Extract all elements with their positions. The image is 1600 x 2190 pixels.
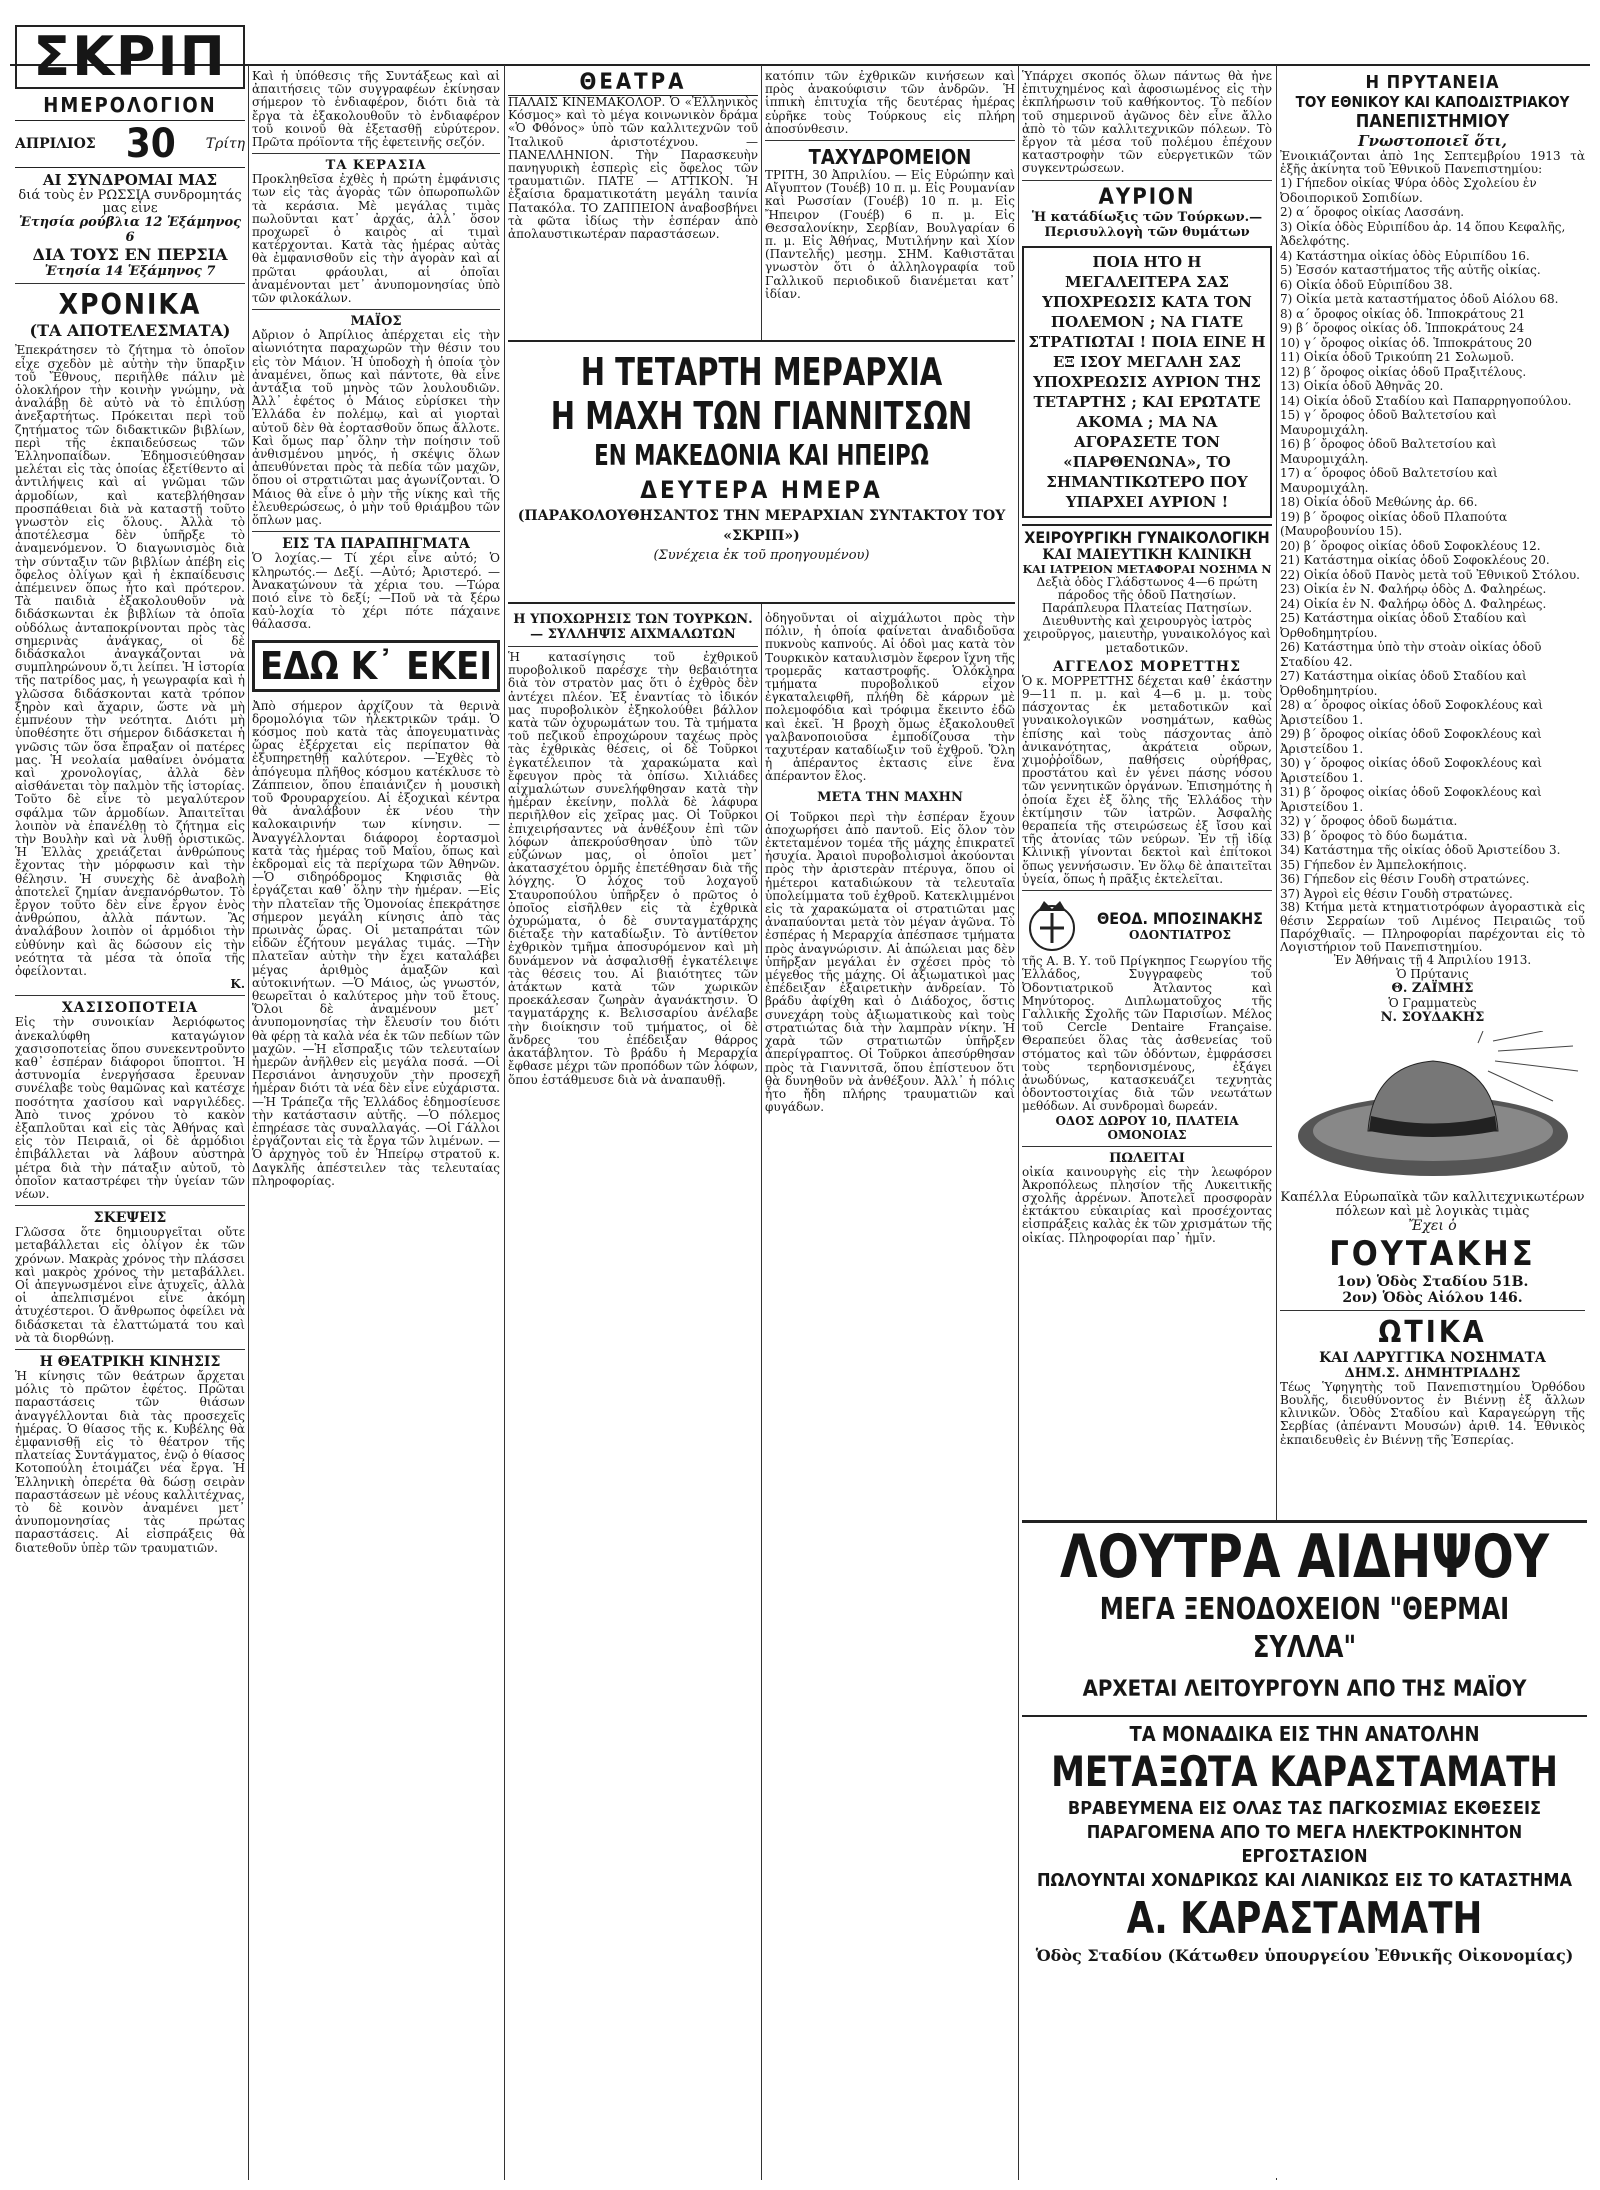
karast-addr: Ὁδὸς Σταδίου (Κάτωθεν ὑπουργείου Ἐθνικῆς Οἰκονομίας) — [1035, 1946, 1574, 1965]
masthead — [15, 25, 245, 89]
date-bar — [15, 120, 245, 168]
chronika-subtitle: (ΤΑ ΑΠΟΤΕΛΕΣΜΑΤΑ) — [29, 321, 231, 341]
goutakis-addr2: 2ον) Ὁδὸς Αἰόλου 146. — [1342, 1289, 1523, 1306]
divider — [252, 531, 500, 532]
col5-top-body: Ὑπάρχει σκοπός ὅλων πάντως θὰ ἦνε ἐπιτυχημένος καὶ ἀφοσιωμένος εἰς τὴν ἐκπλήρωσιν τοῦ καθήκοντος. Τὸ πεδίον τοῦ σημερινοῦ ἀγῶνος δὲν εἶνε ἄλλο ἀπὸ τὸ τῶν καλλιτεχνικῶν πόλεων. Τὸ ἔργον τὰ μέσα τοῦ πολέμου ἐπέχουν καταστροφὴν τῶν εὐεργετικῶν τῶν συγκεντρώσεων. — [1022, 70, 1272, 176]
date-day: 30 — [125, 121, 176, 167]
divider — [15, 283, 245, 284]
hat-echei: Ἔχει ὁ — [1408, 1217, 1457, 1234]
property-list-item: 17) α΄ ὄροφος ὁδοῦ Βαλτετσίου καὶ Μαυρομιχάλη. — [1280, 466, 1498, 495]
col4-body1: ὀδηγοῦνται οἱ αἰχμάλωτοι πρὸς τὴν πόλιν, ἡ ὁποία φαίνεται ἀναδιδοῦσα πυκνοὺς καπνούς. Αἱ ὁδοὶ μας κατὰ τὸν Τουρκικὸν καταυλισμὸν ἔφερον ἴχνη τῆς τρομερᾶς καταστροφῆς. Ὁλόκληρα τμήματα πυροβολικοῦ εἶχον ἐγκαταλειφθῆ, πλήθη δὲ κάρρων μὲ πολεμοφόδια καὶ τρόφιμα ἔκειντο ἐδῶ καὶ ἐκεῖ. Ἡ βροχὴ ὅμως ἐξακολουθεῖ γαλβανοποιοῦσα ἐμποδίζουσα τὴν ταχυτέραν καταδίωξιν τοῦ ἐχθροῦ. Ὅλη ἡ ἀπέραντος ἐκτασις εἶνε ἕνα ἀπέραντον ἔλος. — [765, 612, 1015, 784]
property-list-item: 33) β΄ ὄροφος τὸ δύο δωμάτια. — [1280, 828, 1468, 843]
divider — [1280, 1310, 1585, 1311]
loutra-sub: ΜΕΓΑ ΞΕΝΟΔΟΧΕΙΟΝ "ΘΕΡΜΑΙ ΣΥΛΛΑ" — [1099, 1592, 1510, 1665]
theatra-body: ΠΑΛΑΙΣ ΚΙΝΕΜΑΚΟΛΟΡ. Ὁ «Ἐλληνικὸς Κόσμος» καὶ τὸ μέγα κοινωνικὸν δράμα «Ὁ Φθόνος» ὑπὸ τῶν καλλιτεχνῶν τοῦ Ἰταλικοῦ ἀριστοτέχνου. —ΠΑΝΕΛΛΗΝΙΟΝ. Τὴν Παρασκευὴν πανηγυρικὴ ἑσπερὶς εἰς ὄφελος τῶν τραυματιῶν. ΠΑΤΕ — ΑΤΤΙΚΟΝ. Ἡ ἐξαίσια δραματικοτάτη μεγάλη ταινία Πατακόλα. ΤΟ ΖΑΠΠΕΙΟΝ ἀναβοσβήνει τὰ φῶτα ἰδίως τὴν ἑσπέραν ἀπὸ ἀπολαυστικωτέραν παραστάσεων. — [508, 95, 758, 242]
property-list-item: 31) β΄ ὄροφος οἰκίας ὁδοῦ Σοφοκλέους καὶ Ἀριστείδου 1. — [1280, 785, 1542, 814]
property-list-item: 30) γ΄ ὄροφος οἰκίας ὁδοῦ Σοφοκλέους καὶ Ἀριστείδου 1. — [1280, 756, 1542, 785]
date-weekday: Τρίτη — [205, 136, 245, 152]
edo-header-box — [252, 640, 500, 692]
edo-body: Ἀπὸ σήμερον ἀρχίζουν τὰ θερινὰ δρομολόγια τῶν ἠλεκτρικῶν τράμ. Ὁ κόσμος ποὺ κατὰ τὰς ἀπογευματινὰς ὥρας ἐξέρχεται εἰς περίπατον θὰ ἐξυπηρετηθῇ καλύτερον. —Ἐχθὲς τὸ ἀπόγευμα πλῆθος κόσμου κατέκλυσε τὸ Ζάππειον, ὅπου ἐπαιάνιζεν ἡ μουσικὴ τοῦ Φρουραρχείου. Αἱ ἐξοχικαὶ κέντρα θὰ ἀναλάβουν ἐκ νέου τὴν καλοκαιρινήν των κίνησιν. —Ἀναγγέλλονται διάφοροι ἐορτασμοὶ κατὰ τὰς ἡμέρας τοῦ Μαΐου, ὅπως καὶ ἐκδρομαὶ εἰς τὰ περίχωρα τῶν Ἀθηνῶν. —Ὁ σιδηρόδρομος Κηφισιᾶς θὰ ἐργάζεται καθ᾿ ὅλην τὴν ἡμέραν. —Εἰς τὴν πλατεῖαν τῆς Ὁμονοίας ἐπεκράτησε σήμερον μεγάλη κίνησις ἀπὸ τὰς πρωινὰς ὥρας. Οἱ μεταπράται τῶν εἰδῶν ἐζήτουν μεγάλας τιμάς. —Τὴν πλατεῖαν αὐτὴν τὴν ἔχει καταλάβει μέγας ἀριθμὸς ἁμαξῶν καὶ αὐτοκινήτων. —Ὁ Μάιος, ὡς γνωστόν, θεωρεῖται ὁ καλύτερος μὴν τοῦ ἔτους. Ὅλοι δὲ ἀναμένουν μετ᾿ ἀνυπομονησίας τὴν ἔλευσίν του διότι θὰ φέρῃ τὰ καλὰ νέα ἐκ τῶν πεδίων τῶν μαχῶν. —Ἡ εἴσπραξις τῶν τελευταίων ἡμερῶν ἀνῆλθεν εἰς μεγάλα ποσά. —Οἱ Περσιάνοι ἀνησυχοῦν τὴν προσεχῆ ἡμέραν διότι τὰ νέα δὲν εἶνε εὐχάριστα. —Ἡ Τράπεζα τῆς Ἑλλάδος ἐδημοσίευσε τὴν κατάστασιν αὐτῆς. —Ὁ πόλεμος ἐπηρέασε τὰς συναλλαγάς. —Οἱ Γάλλοι ἐργάζονται εἰς τὰ ἔργα τῶν λιμένων. —Ὁ ἀρχηγὸς τοῦ ἐν Ἠπείρῳ στρατοῦ κ. Δαγκλῆς ἀπέστειλεν τὰς τελευταίας πληροφορίας. — [252, 698, 500, 1188]
property-list-item: 3) Οἰκία ὁδὸς Εὐριπίδου ἀρ. 14 ὅπου Κεφαλῆς, Ἀδελφότης. — [1280, 219, 1566, 249]
questions-box — [1022, 246, 1272, 518]
property-list-item: 12) β΄ ὄροφος οἰκίας ὁδοῦ Πραξιτέλους. — [1280, 364, 1527, 379]
morrettis-title: ΑΓΓΕΛΟΣ ΜΟΡΕΤΤΗΣ — [1052, 658, 1242, 675]
col4-body2: Οἱ Τοῦρκοι περὶ τὴν ἑσπέραν ἔχουν ἀποχωρήσει ἀπὸ παντοῦ. Εἰς ὅλον τὸν ἐκτεταμένον τομέα τῆς μάχης ἐπικρατεῖ ἡσυχία. Ἀραιοὶ πυροβολισμοὶ ἀκούονται πρὸς τὴν ἀριστερὰν πτέρυγα, ὅπου οἱ ἡμέτεροι καταδιώκουν τὰ τελευταῖα ὑπολείμματα τοῦ ἐχθροῦ. Κατεκλιμμένοι εἰς τὰ χαρακώματα οἱ στρατιῶται μας ἀναπαύονται μετὰ τὸν μέγαν ἀγῶνα. Τὸ ἐσπέρας ἡ Μεραρχία ἀπέσπασε τμήματα πρὸς ἀναγνώρισιν. Αἱ ἀπώλειαι μας δὲν ὑπῆρξαν μεγάλαι ἐν σχέσει πρὸς τὸ μέγεθος τῆς μάχης. Οἱ ἀξιωματικοὶ μας ἐπέδειξαν ἐξαιρετικὴν ἀνδρείαν. Τὸ βράδυ ἀφίχθη καὶ ὁ Διάδοχος, ὅστις συνεχάρη τοὺς ἀξιωματικοὺς καὶ τοὺς στρατιώτας διὰ τὴν λαμπρὰν νίκην. Ἡ χαρὰ τῶν στρατιωτῶν ὑπῆρξεν ἀπερίγραπτος. Οἱ Τοῦρκοι ἀπεσύρθησαν πρὸς τὰ Γιαννιτσᾶ, ὅπου ἐπίστευον ὅτι θὰ δυνηθοῦν νὰ ἀνθέξουν. Ἀλλ᾿ ἡ πόλις ἦτο ἤδη πλήρης τραυματιῶν καὶ φυγάδων. — [765, 809, 1015, 1115]
chronika-title: ΧΡΟΝΙΚΑ — [58, 288, 202, 322]
property-list-item: 35) Γήπεδον ἐν Ἀμπελοκήποις. — [1280, 857, 1467, 872]
property-list-item: 18) Οἰκία ὁδοῦ Μεθώνης ἀρ. 66. — [1280, 495, 1478, 510]
banner-line2: Η ΜΑΧΗ ΤΩΝ ΓΙΑΝΝΙΤΣΩΝ — [550, 394, 973, 438]
goutakis-name: ΓΟΥΤΑΚΗΣ — [1329, 1233, 1536, 1274]
clinic-body: Δεξιὰ ὁδὸς Γλάδστωνος 4—6 πρώτη πάροδος τῆς ὁδοῦ Πατησίων. Παράπλευρα Πλατείας Πατησίων. Διευθυντὴς καὶ χειρουργὸς ἰατρὸς χειροῦργος, μαιευτὴρ, γυναικολόγος καὶ μεταδοτικῶν. — [1023, 574, 1271, 655]
skepseis-title: ΣΚΕΨΕΙΣ — [93, 1210, 167, 1227]
column-2 — [252, 70, 500, 2178]
battle-banner — [508, 340, 1015, 604]
property-list-item: 25) Κατάστημα οἰκίας ὁδοῦ Σταδίου καὶ Ὀρθοδημητρίου. — [1280, 611, 1527, 640]
sale-title: ΠΩΛΕΙΤΑΙ — [1109, 1150, 1185, 1166]
hat-caption: Καπέλλα Εὐρωπαϊκὰ τῶν καλλιτεχνικωτέρων πόλεων καὶ μὲ λογικὰς τιμὰς — [1280, 1190, 1585, 1219]
property-list-item: 2) α΄ ὄροφος οἰκίας Λασσάνη. — [1280, 205, 1465, 220]
divider — [15, 1349, 245, 1350]
clinic-title: ΧΕΙΡΟΥΡΓΙΚΗ ΓΥΝΑΙΚΟΛΟΓΙΚΗ — [1022, 524, 1272, 547]
dentist-title: ΟΔΟΝΤΙΑΤΡΟΣ — [1129, 927, 1231, 942]
dentist-body: τῆς Α. Β. Υ. τοῦ Πρίγκηπος Γεωργίου τῆς Ἑλλάδος, Συγγραφεὺς τοῦ Ὀδοντιατρικοῦ Ἀτλαντος καὶ Μηνύτορος. Διπλωματοῦχος τῆς Γαλλικῆς Σχολῆς τῶν Παρισίων. Μέλος τοῦ Cercle Dentaire Française. Θεραπεύει ὅλας τὰς ἀσθενείας τοῦ στόματος καὶ τῶν ὀδόντων, ἐμφράσσει τοὺς τερηδονισμένους, ἐξάγει ἀνωδύνως, κατασκευάζει τεχνητὰς ὀδοντοστοιχίας διὰ τῶν νεωτάτων μεθόδων. Αἱ συνδρομαὶ δωρεάν. — [1022, 954, 1272, 1114]
gnostopoieitai: Γνωστοποιεῖ ὅτι, — [1358, 132, 1507, 150]
otika-title: ΩΤΙΚΑ — [1378, 1314, 1487, 1350]
tachydromeion-body: ΤΡΙΤΗ, 30 Ἀπριλίου. — Εἰς Εὐρώπην καὶ Αἴγυπτον (Τουέβ) 10 π. μ. Εἰς Ρουμανίαν καὶ Ρωσσίαν (Γουέβ) 10 π. μ. Εἰς Ἤπειρον (Γουέβ) 6 π. μ. Εἰς Θεσσαλονίκην, Σερβίαν, Βουλγαρίαν 6 π. μ. Εἰς Ἀθήνας, Μυτιλήνην καὶ Χίον (Παντελῆς) μεσημ. ΣΗΜ. Καθιστᾶται γνωστὸν ὅτι ὁ ἀλληλογραφία τοῦ Γαλλικοῦ περιοδικοῦ διανέμεται κατ᾿ ἰδίαν. — [765, 168, 1015, 301]
chasisopoteia-body: Εἰς τὴν συνοικίαν Ἀεριόφωτος ἀνεκαλύφθη καταγώγιον χασισοποτείας ὅπου συνεκεντροῦντο καθ᾿ ἑσπέραν διάφοροι ὕποπτοι. Ἡ ἀστυνομία ἐνεργήσασα ἔρευναν συνέλαβε τοὺς θαμῶνας καὶ κατέσχε ποσότητα χασίσου καὶ ναργιλέδες. Ἀπὸ τινος χρόνου τὸ κακὸν ἐξαπλοῦται καὶ εἰς τὰς Ἀθήνας καὶ εἰς τὸν Πειραιᾶ, οἱ δὲ ἁρμόδιοι ἐπιβάλλεται νὰ λάβουν αὐστηρὰ μέτρα διὰ τὴν πάταξιν αὐτοῦ, τὸ ὁποῖον καταστρέφει τὴν ὑγείαν τῶν νέων. — [15, 1015, 245, 1201]
otika-sub: ΚΑΙ ΛΑΡΥΓΓΙΚΑ ΝΟΣΗΜΑΤΑ — [1319, 1349, 1546, 1366]
property-list-item: 36) Γήπεδον εἰς θέσιν Γουδὴ στρατώνες. — [1280, 872, 1530, 887]
edo-title: ΕΔΩ Κ᾿ ΕΚΕΙ — [259, 643, 493, 688]
col2-top-body: Καὶ ἡ ὑπόθεσις τῆς Συντάξεως καὶ αἱ ἀπαιτήσεις τῶν συγγραφέων ἐκίνησαν σήμερον τὸ ἐνδιαφέρον, διότι διὰ τὰ ἔργα τὰ ἐξακολουθοῦν τὸ ἐνδιαφέρον τοῦ κοινοῦ θὰ ἐξετασθῇ εὐρύτερον. Πρῶτα πρόϊοντα τῆς ἐφετεινῆς σεζόν. — [252, 70, 500, 150]
loutra-line: ΑΡΧΕΤΑΙ ΛΕΙΤΟΥΡΓΟΥΝ ΑΠΟ ΤΗΣ ΜΑΪΟΥ — [1082, 1677, 1527, 1702]
kerasia-body: Προκληθεῖσα ἐχθὲς ἡ πρώτη ἐμφάνισις των εἰς τὰς ἀγορὰς τῶν ὀπωροπωλῶν τὰ κεράσια. Μὲ μεγάλας τιμὰς πωλοῦνται κατ᾿ ἀρχάς, ἀλλ᾿ ὅσον προχωρεῖ ὁ καιρὸς αἱ τιμαὶ κατέρχονται. Κατὰ τὰς ἡμέρας αὐτὰς θὰ ἐμφανισθοῦν εἰς τὴν ἀγορὰν καὶ αἱ πρῶται φράουλαι, αἱ ὁποῖαι ἀναμένονται μετ᾿ ἀνυπομονησίας ὑπὸ τῶν φιλοκάλων. — [252, 172, 500, 306]
property-list-item: 1) Γήπεδον οἰκίας Ψύρα ὁδὸς Σχολείου ἐν Ὀδοιπορικοῦ Σοπιδίων. — [1280, 176, 1537, 205]
morrettis-body: Ὁ κ. ΜΟΡΡΕΤΤΗΣ δέχεται καθ᾿ ἑκάστην 9—11 π. μ. καὶ 4—6 μ. μ. τοὺς πάσχοντας ἐκ μεταδοτικῶν καὶ γυναικολογικῶν νοσημάτων, καθὼς ἐπίσης καὶ τοὺς πάσχοντας ἀπὸ ἀνικανότητας, ἀκράτεια οὔρων, χιμοῤῥοΐδων, παθήσεις οὐρήθρας, προστάτου καὶ ἐν γένει πάσης νόσου τῶν γεννητικῶν ὀργάνων. Ἐπισημότης ἡ ὁποία ἔχει ἐξ ὅλης τῆς Ἑλλάδος τὴν ἐκτίμησιν τῶν ἰατρῶν. Ἀσφαλὴς θεραπεία τῆς στειρώσεως ἐξ ἴσου καὶ τῆς ἀτονίας τῶν νεύρων. Ἐν τῇ ἰδίᾳ Κλινικῇ γίνονται δεκτοὶ καὶ ἐπίτοκοι ὅπως γεννήσωσιν. Ἐν ὅλῳ δὲ ἀπαιτεῖται ὑγεία, ὅπως ἡ πρᾶξις ἐκτελεῖται. — [1022, 673, 1272, 886]
loutra-title: ΛΟΥΤΡΑ ΑΙΔΗΨΟΥ — [1060, 1522, 1549, 1592]
parapigmata-title: ΕΙΣ ΤΑ ΠΑΡΑΠΗΓΜΑΤΑ — [282, 536, 470, 553]
property-list-item: 29) β΄ ὄροφος οἰκίας ὁδοῦ Σοφοκλέους καὶ Ἀριστείδου 1. — [1280, 727, 1542, 756]
clinic-sub: ΚΑΙ ΜΑΙΕΥΤΙΚΗ ΚΛΙΝΙΚΗ — [1042, 546, 1252, 563]
karast-3: ΒΡΑΒΕΥΜΕΝΑ ΕΙΣ ΟΛΑΣ ΤΑΣ ΠΑΓΚΟΣΜΙΑΣ ΕΚΘΕΣΕΙΣ — [1067, 1798, 1542, 1819]
hat-illustration-icon — [1283, 1031, 1583, 1191]
chronika-sign: Κ. — [230, 977, 245, 992]
banner-line1: Η ΤΕΤΑΡΤΗ ΜΕΡΑΡΧΙΑ — [580, 350, 943, 394]
prytaneia-sub2: ΠΑΝΕΠΙΣΤΗΜΙΟΥ — [1355, 111, 1510, 132]
date-month: ΑΠΡΙΛΙΟΣ — [15, 136, 96, 152]
questions-text: ΠΟΙΑ ΗΤΟ Η ΜΕΓΑΛΕΙΤΕΡΑ ΣΑΣ ΥΠΟΧΡΕΩΣΙΣ ΚΑΤΑ ΤΟΝ ΠΟΛΕΜΟΝ ; ΝΑ ΓΙΑΤΕ ΣΤΡΑΤΙΩΤΑΙ ! ΠΟΙΑ ΕΙΝΕ Η ΕΞ ΙΣΟΥ ΜΕΓΑΛΗ ΣΑΣ ΥΠΟΧΡΕΩΣΙΣ ΑΥΡΙΟΝ ΤΗΣ ΤΕΤΑΡΤΗΣ ; ΚΑΙ ΕΡΩΤΑΤΕ ΑΚΟΜΑ ; ΜΑ ΝΑ ΑΓΟΡΑΣΕΤΕ ΤΟΝ «ΠΑΡΘΕΝΩΝΑ», ΤΟ ΣΗΜΑΝΤΙΚΩΤΕΡΟ ΠΟΥ ΥΠΑΡΧΕΙ ΑΥΡΙΟΝ ! — [1028, 252, 1266, 511]
property-list-item: 24) Οἰκία ἐν Ν. Φαλήρῳ ὁδὸς Δ. Φαληρέως. — [1280, 596, 1547, 611]
divider — [1022, 890, 1272, 891]
divider — [765, 140, 1015, 141]
property-list-item: 10) γ΄ ὄροφος οἰκίας ὁδ. Ἱπποκράτους 20 — [1280, 335, 1533, 350]
dentist-header — [1022, 895, 1272, 955]
column-rule — [1018, 65, 1019, 2180]
persia-price: Ἐτησία 14 Ἑξάμηνος 7 — [44, 264, 216, 280]
property-list-item: 8) α΄ ὄροφος οἰκίας ὁδ. Ἱπποκράτους 21 — [1280, 306, 1526, 321]
column-6 — [1280, 72, 1585, 1512]
skepseis-body: Γλῶσσα ὅτε δημιουργεῖται οὔτε μεταβάλλεται εἰς ὀλίγον ἐκ τῶν χρόνων. Μακρὰς χρόνος τὴν πλάσσει καὶ μακρὸς χρόνος τὴν μεταβάλλει. Οἱ ἀπεγνωσμένοι εἶνε ἀτυχεῖς, ἀλλὰ οἱ ἀπελπισμένοι εἶνε ἀκόμη ἀτυχέστεροι. Ὁ ἄνθρωπος ὀφείλει νὰ διδάσκεται τὰ ἐλαττώματά του καὶ νὰ τὰ διορθώνῃ. — [15, 1225, 245, 1345]
signer-title: Ὁ Πρύτανις — [1396, 967, 1469, 982]
karast-4: ΠΑΡΑΓΟΜΕΝΑ ΑΠΟ ΤΟ ΜΕΓΑ ΗΛΕΚΤΡΟΚΙΝΗΤΟΝ ΕΡΓΟΣΤΑΣΙΟΝ — [1086, 1822, 1523, 1867]
column-4-lower — [765, 612, 1015, 2178]
kerasia-title: ΤΑ ΚΕΡΑΣΙΑ — [325, 158, 427, 174]
property-list-item: 9) β΄ ὄροφος οἰκίας ὁδ. Ἱπποκράτους 24 — [1280, 321, 1525, 336]
chronika-body: Ἐπεκράτησεν τὸ ζήτημα τὸ ὁποῖον εἶχε σχεδὸν μὲ αὐτὴν τὴν ὕπαρξιν τοῦ Ἔθνους, περιῆλθε πάλιν μὲ ὁλοκλήρον τὴν κοινὴν γνώμην, νὰ ἀναλάβῃ δὲ αὐτὸ νὰ τὸ ἐπιλύσῃ ἀνεξαρτήτως. Πρόκειται περὶ τοῦ ζητήματος τῶν διδακτικῶν βιβλίων, περὶ τῆς ἐκπαιδεύσεως τῶν Ἑλληνοπαίδων. Ἐδημοσιεύθησαν μελέται εἰς τὰς ὁποίας ἐξετίθεντο αἱ ἀντιλήψεις καὶ αἱ γνῶμαι τῶν ἁρμοδίων, καὶ κατεβλήθησαν προσπάθειαι διὰ νὰ καταστῇ τοῦτο γνωστὸν εἰς ὅλους. Ἀλλὰ τὸ ἀποτέλεσμα δὲν ὑπῆρξε τὸ ἀναμενόμενον. Ὁ διαγωνισμὸς διὰ τὴν σύνταξιν τῶν βιβλίων ἀπέβη εἰς ὄφελος ὀλίγων καὶ ἡ ἐκπαίδευσις ἀπέμεινεν ὅπως ἦτο καὶ πρότερον. Τὰ παιδιὰ ἐξακολουθοῦν νὰ διδάσκωνται ἐκ βιβλίων τὰ ὁποῖα οὐδόλως ἀνταποκρίνονται πρὸς τὰς σημερινὰς ἀνάγκας, οἱ δὲ διδάσκαλοι ἀναγκάζονται νὰ συμπληρώνουν ὅ,τι λείπει. Ἡ ἱστορία τῆς πατρίδος μας, ἡ γεωγραφία καὶ ἡ γλῶσσα διδάσκονται κατὰ τρόπον ξηρὸν καὶ ἄχαριν, ὥστε νὰ μὴ ἐμπνέουν τὴν νεότητα. Διότι μὴ ὑποθέσητε ὅτι σήμερον διδάσκεται ἡ γνῶσις τῶν ὅσα ἔπραξαν οἱ πατέρες μας. Ἡ νεολαία μαθαίνει ὀνόματα καὶ χρονολογίας, ἀλλὰ δὲν αἰσθάνεται τὸν παλμὸν τῆς ἱστορίας. Τοῦτο δὲ εἶνε τὸ μεγαλύτερον σφάλμα τῶν ἁρμοδίων. Ἀπαιτεῖται λοιπὸν νὰ ἐπανέλθῃ τὸ ζήτημα εἰς τὴν Βουλὴν καὶ νὰ λυθῇ ὁριστικῶς. Ἡ Ἑλλὰς χρειάζεται ἀνθρώπους ἔχοντας τὴν μόρφωσιν καὶ τὴν θέλησιν. Ἡ συνεχὴς δὲ ἀναβολὴ ἀποτελεῖ ζημίαν ἀνεπανόρθωτον. Τὸ ἔργον τοῦτο δὲν εἶνε ἔργον ἑνὸς ἀνθρώπου, ἀλλὰ πάντων. Ἂς ἀναλάβουν λοιπὸν οἱ ἁρμόδιοι τὴν εὐθύνην καὶ ἂς δώσουν εἰς τὴν νεότητα τὰ μέσα τὰ ὁποῖα τῆς ὀφείλονται. — [15, 343, 245, 978]
theatriki-title: Η ΘΕΑΤΡΙΚΗ ΚΙΝΗΣΙΣ — [39, 1354, 221, 1371]
property-list-item: 5) Ἐσσόν καταστήματος τῆς αὐτῆς οἰκίας. — [1280, 263, 1541, 278]
avrion-title: ΑΥΡΙΟΝ — [1098, 184, 1196, 210]
subscriptions-price: Ἐτησία ρούβλια 12 Ἑξάμηνος 6 — [18, 215, 242, 246]
prytaneia-title: Η ΠΡΥΤΑΝΕΙΑ — [1365, 72, 1500, 93]
property-list-item: 13) Οἰκία ὁδοῦ Ἀθηνᾶς 20. — [1280, 379, 1444, 394]
royal-crest-icon — [1022, 895, 1082, 955]
prytaneia-intro: Ἐνοικιάζονται ἀπὸ 1ης Σεπτεμβρίου 1913 τὰ ἑξῆς ἀκίνητα τοῦ Ἐθνικοῦ Πανεπιστημίου: — [1280, 149, 1585, 177]
property-list-item: 28) α΄ ὄροφος οἰκίας ὁδοῦ Σοφοκλέους καὶ Ἀριστείδου 1. — [1280, 698, 1543, 727]
chasisopoteia-title: ΧΑΣΙΣΟΠΟΤΕΙΑ — [61, 1000, 199, 1017]
divider — [252, 153, 500, 154]
column-3-top — [508, 70, 758, 335]
maios-title: ΜΑΪΟΣ — [350, 314, 402, 330]
divider — [1022, 1715, 1587, 1717]
divider — [15, 1205, 245, 1206]
divider — [1022, 180, 1272, 181]
col3-subhead: Η ΥΠΟΧΩΡΗΣΙΣ ΤΩΝ ΤΟΥΡΚΩΝ.— ΣΥΛΛΗΨΙΣ ΑΙΧΜΑΛΩΤΩΝ — [513, 612, 753, 642]
karast-1: ΤΑ ΜΟΝΑΔΙΚΑ ΕΙΣ ΤΗΝ ΑΝΑΤΟΛΗΝ — [1129, 1722, 1480, 1746]
secretary-name: Ν. ΣΟΥΔΑΚΗΣ — [1380, 1010, 1485, 1026]
signer-name: Θ. ΖΑΪΜΗΣ — [1391, 981, 1474, 997]
goutakis-addr1: 1ον) Ὁδὸς Σταδίου 51Β. — [1336, 1273, 1529, 1290]
persia-line: ΔΙΑ ΤΟΥΣ ΕΝ ΠΕΡΣΙΑ — [32, 245, 228, 265]
column-rule — [248, 65, 249, 2180]
parapigmata-body: Ὁ λοχίας.— Τί χέρι εἶνε αὐτό; Ὁ κληρωτός.— Δεξί. —Αὐτό; Ἀριστερό. —Ἀνακατώνουν τὰ χέρια του. —Τώρα ποιό εἶνε τὸ δεξί; —Ποῦ νὰ τὰ ξέρω καὐ-λοχία τὸ χέρι πότε πάχαινε θάλασσα. — [252, 551, 500, 632]
otika-body: Τέως Ὑφηγητὴς τοῦ Πανεπιστημίου Ὀρθόδου Βουλῆς, διευθύνοντος ἐν Βιέννῃ ἐξ ἄλλων κλινικῶν. Ὁδὸς Σταδίου καὶ Καραγεώργη τῆς Σερβίας (ἀπέναντι Μουσών) ἀριθ. 14. Ἐθνικὸς ἐκπαιδευθεὶς ἐν Βιέννῃ τῆς Ἑσπερίας. — [1280, 1379, 1585, 1447]
karast-6: Α. ΚΑΡΑΣΤΑΜΑΤΗ — [1126, 1893, 1483, 1944]
dentist-address: ΟΔΟΣ ΔΩΡΟΥ 10, ΠΛΑΤΕΙΑ ΟΜΟΝΟΙΑΣ — [1055, 1113, 1239, 1142]
karast-5: ΠΩΛΟΥΝΤΑΙ ΧΟΝΔΡΙΚΩΣ ΚΑΙ ΛΙΑΝΙΚΩΣ ΕΙΣ ΤΟ ΚΑΤΑΣΤΗΜΑ — [1037, 1870, 1572, 1891]
banner-line5: (ΠΑΡΑΚΟΛΟΥΘΗΣΑΝΤΟΣ ΤΗΝ ΜΕΡΑΡΧΙΑΝ ΣΥΝΤΑΚΤΟΥ ΤΟΥ «ΣΚΡΙΠ») — [517, 508, 1006, 544]
clinic-sub2: ΚΑΙ ΙΑΤΡΕΙΟΝ ΜΕΤΑΦΟΡΑΙ ΝΟΣΗΜΑ Ν — [1022, 562, 1272, 576]
property-list-item: 16) β΄ ὄροφος ὁδοῦ Βαλτετσίου καὶ Μαυρομιχάλη. — [1280, 437, 1497, 466]
property-list-item: 26) Κατάστημα ὑπὸ τὴν στοὰν οἰκίας ὁδοῦ Σταδίου 42. — [1280, 640, 1542, 669]
column-1 — [15, 25, 245, 2178]
property-list-item: 14) Οἰκία ὁδοῦ Σταδίου καὶ Παπαρρηγοπούλου. — [1280, 393, 1572, 408]
col3-body: Ἡ κατασίγησις τοῦ ἐχθρικοῦ πυροβολικοῦ παρέσχε τὴν θεβαιότητα διὰ τὸν στρατὸν μας ὅτι ὁ ἐχθρὸς δὲν ἀντέχει πλέον. Ἐξ ἐναντίας τὸ ἰδικόν μας πυροβολικὸν ἐξηκολούθει βάλλον κατὰ τῶν ὀχυρωμάτων του. Τὰ τμήματα τοῦ πεζικοῦ ἐπροχώρουν ταχέως πρὸς τὰς ἐχθρικὰς θέσεις, οἱ δὲ Τοῦρκοι ἐγκατέλειπον τὰ χαρακώματα καὶ ἔφευγον πρὸς τὰ ὀπίσω. Χιλιάδες αἰχμαλώτων συνελήφθησαν κατὰ τὴν ἡμέραν ἐκείνην, πολλὰ δὲ λάφυρα περιῆλθον εἰς χεῖρας μας. Οἱ Τοῦρκοι ἐπιχειρήσαντες νὰ ἀνθέξουν ἐπὶ τῶν λόφων ἀπεκρούσθησαν ὑπὸ τῶν εὐζώνων μας, οἱ ὁποῖοι μετ᾿ ἀκατασχέτου ὁρμῆς ἐπετέθησαν διὰ τῆς λόγχης. Ὁ λόχος τοῦ λοχαγοῦ Σταυροπούλου ὑπῆρξεν ὁ πρῶτος ὁ ὁποῖος εἰσῆλθεν εἰς τὰ ἐχθρικὰ ὀχυρώματα, ὁ δὲ συνταγματάρχης διέταξε τὴν καταδίωξιν. Τὸ ἀντίθετον ἐχθρικὸν τμῆμα ἀποσυρόμενον καὶ μὴ δυνάμενον νὰ ἀσφαλισθῇ ἐγκατέλειψε τὰς θέσεις του. Αἱ βιαιότητες τῶν ἀτάκτων κατὰ τῶν χωρικῶν προεκάλεσαν ζωηρὰν ἀγανάκτησιν. Ὁ ταγματάρχης κ. Βελισσαρίου ἀνέλαβε τὴν διοίκησιν τοῦ τμήματος, οἱ δὲ ἄνδρες του ἐπέδειξαν θάρρος ἀκατάβλητον. Τὸ βράδυ ἡ Μεραρχία ἔφθασε μέχρι τῶν προπόδων τῶν λόφων, ὅπου ἐστάθμευσε διὰ νὰ ἀναπαυθῇ. — [508, 650, 758, 1087]
property-list-item: 21) Κατάστημα οἰκίας ὁδοῦ Σοφοκλέους 20. — [1280, 553, 1550, 568]
divider — [15, 995, 245, 996]
property-list-item: 20) β΄ ὄροφος οἰκίας ὁδοῦ Σοφοκλέους 12. — [1280, 538, 1541, 553]
karast-2: ΜΕΤΑΞΩΤΑ ΚΑΡΑΣΤΑΜΑΤΗ — [1051, 1747, 1558, 1796]
property-list-item: 22) Οἰκία ὁδοῦ Πανὸς μετὰ τοῦ Ἐθνικοῦ Στόλου. — [1280, 567, 1580, 582]
column-3-lower — [508, 612, 758, 2178]
tachydromeion-title: ΤΑΧΥΔΡΟΜΕΙΟΝ — [808, 145, 972, 170]
column-5 — [1022, 70, 1272, 1470]
property-list-item: 15) γ΄ ὄροφος ὁδοῦ Βαλτετσίου καὶ Μαυρομιχάλη. — [1280, 408, 1497, 437]
property-list — [1280, 176, 1585, 901]
secretary-title: Ὁ Γραμματεὺς — [1388, 996, 1477, 1011]
property-list-item: 37) Ἀγροὶ εἰς θέσιν Γουδὴ στρατώνες. — [1280, 886, 1513, 901]
property-list-item: 19) β΄ ὄροφος οἰκίας ὁδοῦ Πλαπούτα (Μαυροβουνίου 15). — [1280, 509, 1508, 539]
subscriptions-title: ΑΙ ΣΥΝΔΡΟΜΑΙ ΜΑΣ — [42, 171, 218, 189]
col4-top-body: κατόπιν τῶν ἐχθρικῶν κινήσεων καὶ πρὸς ἀνακούφισιν τῶν ἀνδρῶν. Ἡ ἱππικὴ ἐπιτυχία τῆς δευτέρας ἡμέρας εὑρῆκε τοὺς Τούρκους εἰς πλήρη ἀποσύνθεσιν. — [765, 70, 1015, 136]
divider — [508, 646, 758, 647]
avrion-sub: Ἡ κατάδίωξις τῶν Τούρκων.— Περισυλλογὴ τῶν θυμάτων — [1031, 209, 1263, 240]
property-list-item: 7) Οἰκία μετὰ καταστήματος ὁδοῦ Αἰόλου 68. — [1280, 292, 1559, 307]
theatriki-body: Ἡ κίνησις τῶν θεάτρων ἄρχεται μόλις τὸ πρῶτον ἐφέτος. Πρῶται παραστάσεις τῶν θιάσων ἀναγγέλλονται διὰ τὰς προσεχεῖς ἡμέρας. Ὁ θίασος τῆς κ. Κυβέλης θὰ ἐμφανισθῇ εἰς τὸ θέατρον τῆς πλατείας Συντάγματος, ἐνῷ ὁ θίασος Κοτοπούλη ἑτοιμάζει νέα ἔργα. Ἡ Ἑλληνικὴ ὀπερέτα θὰ δώσῃ σειρὰν παραστάσεων μὲ νέους καλλιτέχνας, τὸ δὲ κοινὸν ἀναμένει μετ᾿ ἀνυπομονησίας τὰς πρώτας παραστάσεις. Αἱ εἰσπράξεις θὰ διατεθοῦν ὑπὲρ τῶν τραυματιῶν. — [15, 1369, 245, 1555]
banner-line4: ΔΕΥΤΕΡΑ ΗΜΕΡΑ — [640, 476, 883, 504]
property-list-item: 23) Οἰκία ἐν Ν. Φαλήρῳ ὁδὸς Δ. Φαληρέως. — [1280, 582, 1547, 597]
prytaneia-closing: 38) Κτήμα μετὰ κτηματιοτρόφων ἀγοραστικὰ εἰς θέσιν Σερραίων τοῦ Λιμένος Πειραιῶς τοῦ Παρόχθιαῖς. — Πληροφορίαι παρέχονται εἰς τὸ Λογιστήριον τοῦ Πανεπιστημίου. — [1280, 900, 1585, 955]
otika-doctor: ΔΗΜ.Σ. ΔΗΜΗΤΡΙΑΔΗΣ — [1344, 1365, 1521, 1381]
bottom-ad — [1022, 1520, 1587, 2178]
divider — [252, 309, 500, 310]
property-list-item: 4) Κατάστημα οἰκίας ὁδὸς Εὐριπίδου 16. — [1280, 248, 1530, 263]
prytaneia-sub: ΤΟΥ ΕΘΝΙΚΟΥ ΚΑΙ ΚΑΠΟΔΙΣΤΡΙΑΚΟΥ — [1295, 93, 1570, 111]
dentist-name: ΘΕΟΔ. ΜΠΟΣΙΝΑΚΗΣ — [1097, 908, 1263, 928]
top-rule — [10, 64, 1590, 66]
property-list-item: 27) Κατάστημα οἰκίας ὁδοῦ Σταδίου καὶ Ὀρθοδημητρίου. — [1280, 669, 1527, 698]
masthead-subtitle: ΗΜΕΡΟΛΟΓΙΟΝ — [43, 93, 217, 117]
divider — [1022, 1146, 1272, 1147]
property-list-item: 32) γ΄ ὄροφος ὁδοῦ δωμάτια. — [1280, 814, 1458, 829]
prytaneia-date: Ἐν Ἀθήναις τῇ 4 Ἀπριλίου 1913. — [1333, 953, 1532, 968]
banner-continued: (Συνέχεια ἐκ τοῦ προηγουμένου) — [653, 548, 870, 563]
meta-title: ΜΕΤΑ ΤΗΝ ΜΑΧΗΝ — [817, 789, 963, 805]
maios-body: Αὔριον ὁ Ἀπρίλιος ἀπέρχεται εἰς τὴν αἰωνιότητα παραχωρῶν τὴν θέσιν του εἰς τὸν Μάιον. Ἡ ὑποδοχὴ ἡ ὁποία τὸν ἀναμένει, ὅπως καὶ πάντοτε, θὰ εἶνε ἀντάξια τοῦ μηνὸς τῶν λουλουδιῶν. Ἀλλ᾿ ἐφέτος ὁ Μάιος εὑρίσκει τὴν Ἑλλάδα ἐν πολέμῳ, καὶ αἱ γιορταὶ αὐτοῦ δὲν θὰ ἑορτασθοῦν ὅπως ἄλλοτε. Καὶ ὅμως παρ᾿ ὅλην τὴν ποίησιν τοῦ ἀνθισμένου μηνός, ἡ σκέψις ὅλων ἀπευθύνεται πρὸς τὰ πεδία τῶν μαχῶν, ὅπου οἱ στρατιῶται μας ἀγωνίζονται. Ὁ Μάιος θὰ εἶνε ὁ μὴν τῆς νίκης καὶ τῆς ἐλευθερώσεως, ὁ μὴν τοῦ θριάμβου τῶν ὅπλων μας. — [252, 328, 500, 528]
sale-body: οἰκία καινουργὴς εἰς τὴν λεωφόρον Ἀκροπόλεως πλησίον τῆς Λυκειτικῆς σχολῆς ἀρρένων. Ἀποτελεῖ προσφορὰν ἐκτάκτου εὐκαιρίας καὶ προσέχοντας εἰσπράξεις καλὰς ἐκ τῶν χρισμάτων τῆς οἰκίας. Πληροφορίαι παρ᾿ ἡμῖν. — [1022, 1164, 1272, 1245]
theatra-title: ΘΕΑΤΡΑ — [508, 70, 758, 96]
property-list-item: 11) Οἰκία ὁδοῦ Τρικούπη 21 Σολωμοῦ. — [1280, 350, 1515, 365]
property-list-item: 34) Κατάστημα τῆς οἰκίας ὁδοῦ Ἀριστείδου 3. — [1280, 843, 1561, 858]
subscriptions-line: διά τοὺς ἐν ΡΩΣΣΙΑ συνδρομητάς μας εἶνε — [18, 188, 242, 217]
masthead-title: ΣΚΡΙΠ — [33, 25, 227, 88]
column-rule — [504, 65, 505, 2180]
banner-line3: ΕΝ ΜΑΚΕΔΟΝΙΑ ΚΑΙ ΗΠΕΙΡΩ — [594, 439, 929, 472]
property-list-item: 6) Οἰκία ὁδοῦ Εὐριπίδου 38. — [1280, 277, 1453, 292]
column-4-top — [765, 70, 1015, 335]
